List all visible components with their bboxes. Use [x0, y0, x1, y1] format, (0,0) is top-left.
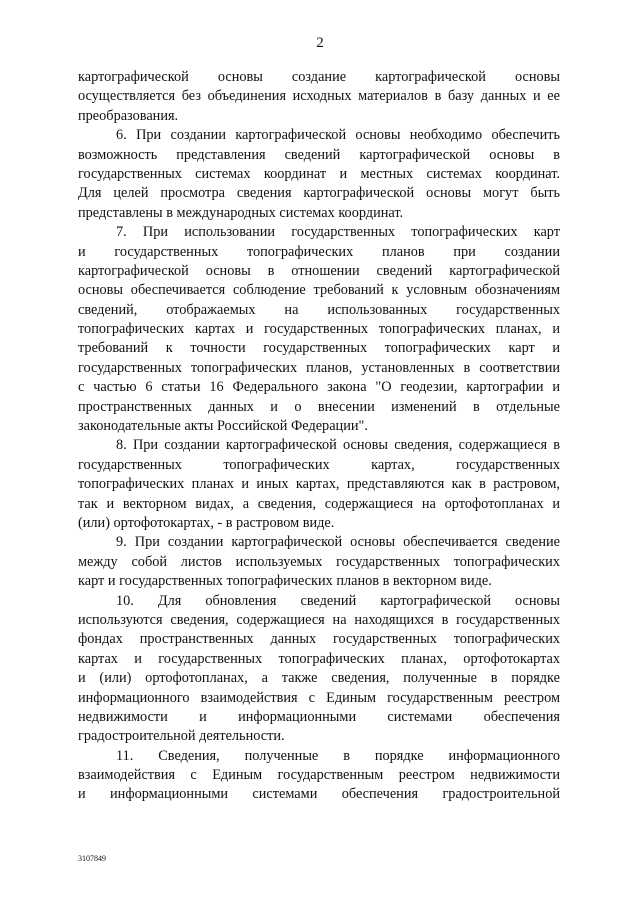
text-line: карт и государственных топографических планов в векторном виде.	[78, 573, 492, 590]
document-code: 3107849	[78, 854, 106, 863]
text-line: картографической основы в отношении сведений картографической	[78, 262, 560, 279]
text-line: 11. Сведения, полученные в порядке информационного	[116, 747, 560, 764]
text-line: и (или) ортофотопланах, а также сведения, полученные в порядке	[78, 670, 560, 687]
text-line: и информационными системами обеспечения градостроительной	[78, 786, 560, 803]
text-line: осуществляется без объединения исходных материалов в базу данных и ее	[78, 88, 560, 105]
text-line: 6. При создании картографической основы необходимо обеспечить	[116, 127, 560, 144]
text-line: государственных системах координат и местных системах координат.	[78, 165, 560, 182]
text-line: 7. При использовании государственных топографических карт	[116, 224, 560, 241]
text-line: (или) ортофотокартах, - в растровом виде.	[78, 514, 335, 531]
text-line: используются сведения, содержащиеся на находящихся в государственных	[78, 611, 560, 628]
text-line: 8. При создании картографической основы сведения, содержащиеся в	[116, 437, 560, 454]
text-line: топографических планах и иных картах, представляются как в растровом,	[78, 476, 560, 493]
text-line: основы обеспечивается соблюдение требований к условным обозначениям	[78, 282, 560, 299]
text-line: 10. Для обновления сведений картографической основы	[116, 592, 560, 609]
text-line: 9. При создании картографической основы обеспечивается сведение	[116, 534, 560, 551]
text-line: законодательные акты Российской Федерации".	[78, 418, 368, 435]
text-line: Для целей просмотра сведения картографической основы могут быть	[78, 185, 560, 202]
text-line: сведений, отображаемых на использованных государственных	[78, 301, 560, 318]
text-line: топографических картах и государственных топографических планах, и	[78, 321, 560, 338]
text-line: и государственных топографических планов при создании	[78, 243, 560, 260]
text-line: возможность представления сведений картографической основы в	[78, 146, 560, 163]
text-line: информационного взаимодействия с Единым государственным реестром	[78, 689, 560, 706]
text-line: между собой листов используемых государственных топографических	[78, 553, 560, 570]
text-line: картографической основы создание картографической основы	[78, 69, 560, 85]
text-line: градостроительной деятельности.	[78, 728, 285, 745]
page-number: 2	[316, 35, 324, 51]
text-line: пространственных данных и о внесении изменений в отдельные	[78, 398, 560, 415]
text-line: требований к точности государственных топографических карт и	[78, 340, 560, 357]
text-line: недвижимости и информационными системами обеспечения	[78, 708, 560, 725]
text-line: фондах пространственных данных государственных топографических	[78, 631, 560, 648]
text-line: представлены в международных системах координат.	[78, 204, 404, 221]
document-body-text	[78, 68, 560, 805]
text-line: взаимодействия с Единым государственным реестром недвижимости	[78, 767, 560, 784]
text-line: государственных топографических планов, установленных в соответствии	[78, 359, 560, 376]
text-line: преобразования.	[78, 107, 179, 124]
text-line: с частью 6 статьи 16 Федерального закона "О геодезии, картографии и	[78, 379, 560, 396]
text-line: государственных топографических картах, государственных	[78, 456, 560, 473]
text-line: картах и государственных топографических планах, ортофотокартах	[78, 650, 560, 667]
text-line: так и векторном видах, а сведения, содержащиеся на ортофотопланах и	[78, 495, 560, 512]
